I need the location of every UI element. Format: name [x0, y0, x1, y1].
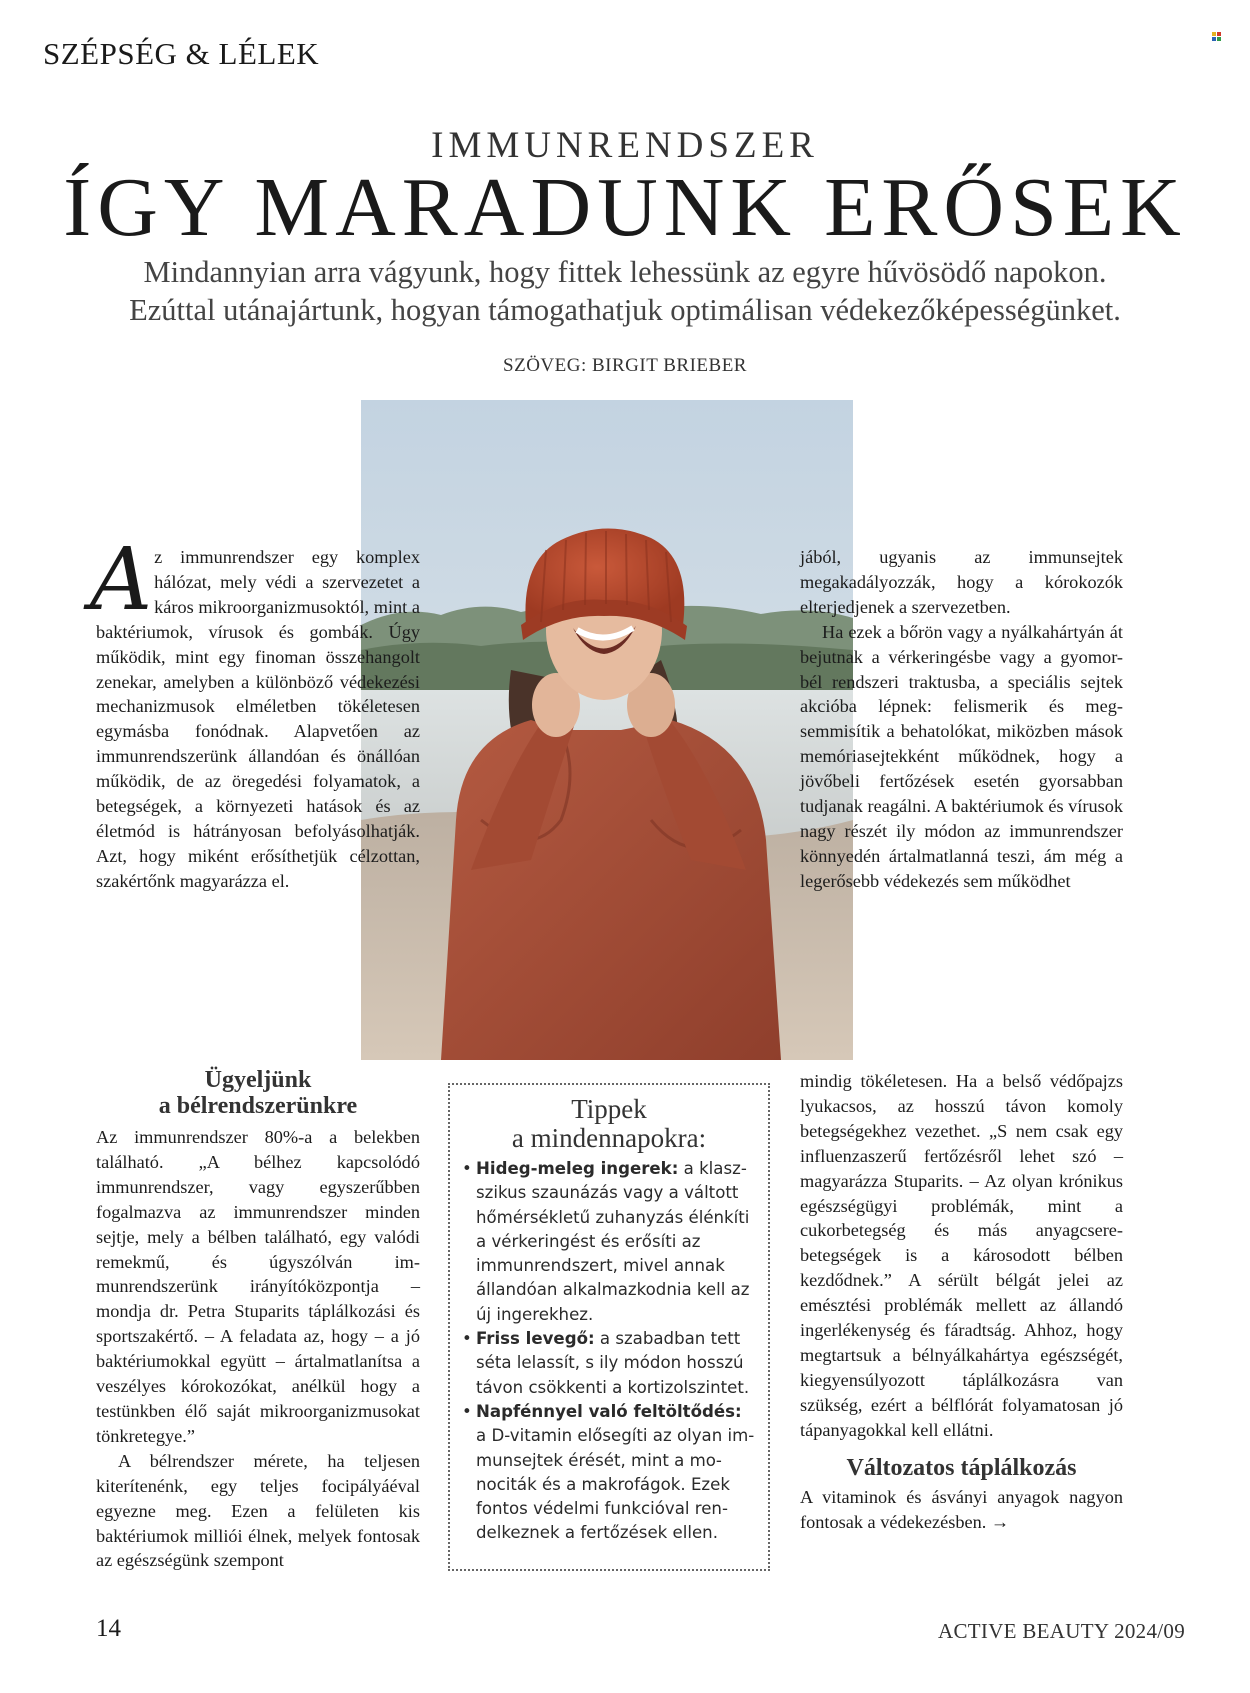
right-paragraph-4: A vitaminok és ásványi anyagok nagyon fontosak a védekezésben. →	[800, 1486, 1123, 1532]
right-paragraph-1: jából, ugyanis az immunsejtek megakadályozzák, hogy a kórokozók elterjedjenek a szervezetben.	[800, 547, 1123, 617]
tip-item	[462, 1400, 756, 1546]
tip-text: a szabadban tett séta lelassít, s ily módon hosszú távon csökkenti a kortizolszintet.	[476, 1329, 750, 1397]
intro-text-column	[90, 530, 420, 894]
article-headline: ÍGY MARADUNK ERŐSEK	[63, 161, 1187, 254]
right-paragraph-3: mindig tökéletesen. Ha a belső védőpajzs lyukacsos, az hosszú távon komoly betegségekhez vezethet. „S nem csak egy influenzaszerű fertőzésről lehet szó – magyarázza Stuparits. – Az olyan krónikus egészségügyi problémák, mint a cukorbetegség és más anyagcsere-betegségek is a károsodott bélben kezdődnek.” A sérült bélgát jelei az emésztési problémák mellett az állandó ingerlékenység és fáradtság. Ahhoz, hogy megtartsuk a bélnyálkahártya egészségét, kiegyensúlyozott táplálkozásra van szükség, ezért a bélflórát folyamatosan jó tápanyagokkal kell ellátni.	[800, 1071, 1123, 1440]
right-text-column-bottom	[800, 1069, 1123, 1534]
right-paragraph-2: Ha ezek a bőrön vagy a nyálkahártyán át bejutnak a vérkeringésbe vagy a gyomor-bél rendszeri traktusba, a speciális sejtek akcióba lépnek: felismerik és megsemmisítik a behatolókat, miközben mások memóriasejtekként működnek, hogy a jövőbeli fertőzések esetén gyorsabban tudjanak reagálni. A baktériumok és vírusok nagy részét ily módon az immunrendszer könnyedén ártalmatlanná teszi, ám még a legerősebb védekezés sem működhet	[800, 621, 1123, 891]
right-text-column-top	[800, 545, 1123, 894]
tip-item	[462, 1327, 756, 1400]
gut-paragraph-2: A bélrendszer mérete, ha teljesen kiterítenénk, egy teljes focipályáéval egyezne meg. Ezen a felületen kis baktériumok milliói élnek, melyek fontosak az egészségünk szempont	[96, 1450, 420, 1571]
color-registration-mark	[1212, 32, 1222, 42]
nutrition-subhead: Változatos táplálkozás	[846, 1454, 1077, 1481]
section-label: SZÉPSÉG & LÉLEK	[43, 36, 320, 71]
article-photo	[361, 400, 853, 1060]
magazine-issue: ACTIVE BEAUTY 2024/09	[938, 1619, 1185, 1643]
article-dek	[40, 253, 1210, 329]
gut-subhead-line-2: a bélrendszerünkre	[158, 1093, 358, 1119]
dek-line-1: Mindannyian arra vágyunk, hogy fittek lehessünk az egyre hűvösödő napokon.	[143, 255, 1107, 289]
drop-cap: A	[90, 530, 153, 630]
intro-paragraph: z immunrendszer egy komplex hálózat, mely védi a szervezetet a káros mikroorganizmusoktól, mint a baktériumok, vírusok és gombák. Úgy működik, mint egy finoman összehangolt zenekar, amelyben a különböző védekezési mechanizmusok elméletben tökéletesen egymásba fonódnak. Alapvetően az immunrendszerünk állandóan és önállóan működik, de az öregedési folyamatok, a betegségek, a környezeti hatások és az életmód is hátrányosan befolyásolhatják. Azt, hogy miként erősíthetjük célzottan, szakértőnk magyarázza el.	[96, 547, 420, 891]
bullet-icon: •	[462, 1329, 472, 1349]
tips-list	[462, 1157, 756, 1546]
gut-paragraph-1: Az immunrendszer 80%-a a belekben található. „A bélhez kapcsolódó immunrendszer, vagy egyszerűbben fogalmazva az immunrendszer minden sejtje, mely a bélben található, egy valódi remekmű, és úgyszólván immunrendszerünk irányítóközpontja – mondja dr. Petra Stuparits táplálkozási és sportszakértő. – A feladata az, hogy – a jó baktériumokkal együtt – ártalmatlanítsa a veszélyes kórokozókat, anélkül hogy a testünkben élő saját mikroorganizmusokat tönkretegye.”	[96, 1127, 420, 1446]
tip-item	[462, 1157, 756, 1327]
tips-title-line-1: Tippek	[571, 1094, 647, 1124]
tip-text: a D-vitamin elősegíti az olyan immunsejtek érését, mint a monociták és a makrofágok. Ezek fontos védelmi funkcióval rendelkeznek a fertőzések ellen.	[476, 1426, 755, 1543]
tip-text: a klaszszikus szaunázás vagy a váltott hőmérsékletű zuhanyzás élénkíti a vérkeringést és erősíti az immunrendszert, mivel annak állandóan alkalmazkodnia kell az új ingerekhez.	[476, 1159, 750, 1324]
tip-term: Friss levegő:	[476, 1329, 595, 1349]
dek-line-2: Ezúttal utánajártunk, hogyan támogathatjuk optimálisan védekezőképességünket.	[129, 293, 1121, 328]
page-number: 14	[96, 1615, 121, 1642]
tip-term: Napfénnyel való feltöltődés:	[476, 1401, 742, 1421]
article-kicker: IMMUNRENDSZER	[431, 125, 819, 166]
woman-in-red-hat-photo	[361, 400, 853, 1060]
bullet-icon: •	[462, 1159, 472, 1178]
tips-box	[448, 1083, 770, 1571]
tips-title-line-2: a mindennapokra:	[511, 1123, 707, 1153]
bullet-icon: •	[462, 1401, 472, 1421]
gut-subhead-line-1: Ügyeljünk	[204, 1067, 312, 1093]
tip-term: Hideg-meleg ingerek:	[476, 1159, 679, 1178]
byline: SZÖVEG: BIRGIT BRIEBER	[503, 355, 747, 376]
gut-section	[96, 1067, 420, 1573]
